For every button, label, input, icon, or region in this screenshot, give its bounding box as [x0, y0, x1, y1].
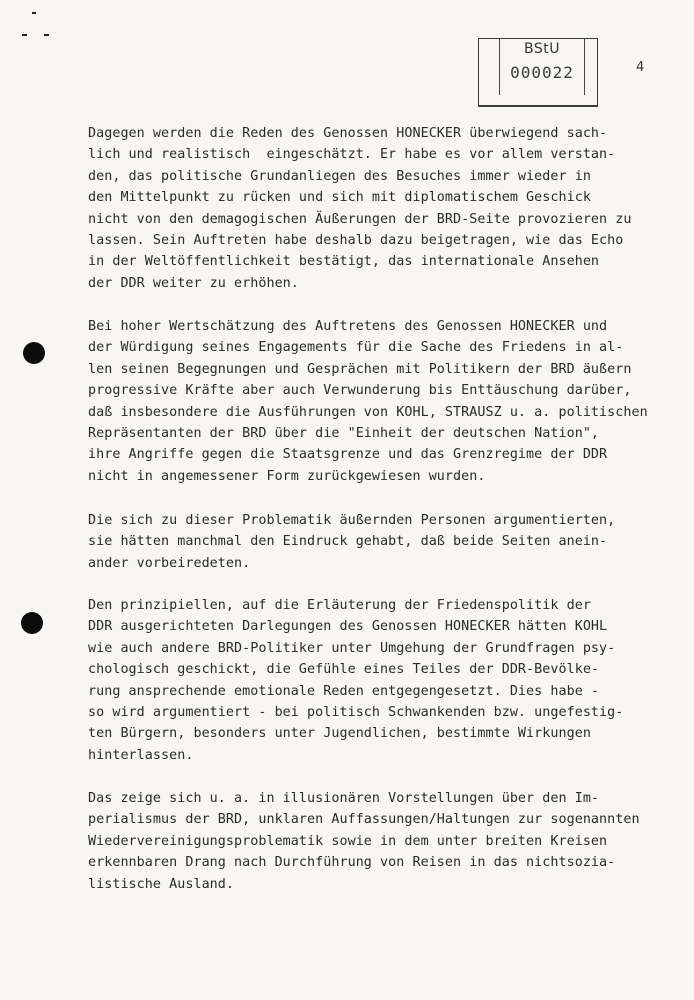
text-line: Die sich zu dieser Problematik äußernden Personen argumentierten,	[88, 513, 616, 528]
text-line: nicht von den demagogischen Äußerungen der BRD-Seite provozieren zu	[88, 211, 632, 227]
text-line: chologisch geschickt, die Gefühle eines Teiles der DDR-Bevölke-	[88, 662, 600, 678]
archive-stamp	[478, 38, 598, 107]
text-line: Den prinzipiellen, auf die Erläuterung der Friedenspolitik der	[88, 598, 591, 613]
text-line: DDR ausgerichteten Darlegungen des Genossen HONECKER hätten KOHL	[88, 619, 608, 635]
text-line: wie auch andere BRD-Politiker unter Umgehung der Grundfragen psy-	[88, 640, 616, 656]
text-line: rung ansprechende emotionale Reden entgegengesetzt. Dies habe -	[88, 683, 600, 699]
punch-hole	[23, 342, 45, 364]
text-line: nicht in angemessener Form zurückgewiesen wurden.	[88, 468, 486, 484]
text-line: progressive Kräfte aber auch Verwunderung bis Enttäuschung darüber,	[88, 383, 632, 399]
text-line: der DDR weiter zu erhöhen.	[88, 275, 299, 291]
corner-marks	[22, 12, 62, 42]
text-line: Repräsentanten der BRD über die "Einheit der deutschen Nation",	[88, 426, 600, 442]
text-line: der Würdigung seines Engagements für die Sache des Friedens in al-	[88, 340, 624, 356]
text-line: Wiedervereinigungsproblematik sowie in dem unter breiten Kreisen	[88, 833, 608, 849]
text-line: erkennbaren Drang nach Durchführung von Reisen in das nichtsozia-	[88, 855, 616, 871]
text-line: ten Bürgern, besonders unter Jugendlichen, bestimmte Wirkungen	[88, 726, 591, 742]
text-line: den Mittelpunkt zu rücken und sich mit diplomatischem Geschick	[88, 190, 591, 206]
text-line: listische Ausland.	[88, 876, 235, 892]
text-line: lassen. Sein Auftreten habe deshalb dazu beigetragen, wie das Echo	[88, 233, 624, 249]
text-line: Dagegen werden die Reden des Genossen HONECKER überwiegend sach-	[88, 126, 608, 141]
text-line: Das zeige sich u. a. in illusionären Vorstellungen über den Im-	[88, 791, 600, 806]
text-line: so wird argumentiert - bei politisch Schwankenden bzw. ungefestig-	[88, 705, 624, 721]
paragraph-3	[88, 510, 668, 574]
paragraph-4	[88, 595, 668, 766]
stamp-inner-frame	[499, 39, 585, 95]
text-line: daß insbesondere die Ausführungen von KOHL, STRAUSZ u. a. politischen	[88, 404, 648, 420]
text-line: hinterlassen.	[88, 747, 194, 763]
punch-hole	[21, 612, 43, 634]
stamp-number: 000022	[510, 63, 574, 82]
text-line: perialismus der BRD, unklaren Auffassungen/Haltungen zur sogenannten	[88, 812, 640, 828]
paragraph-5	[88, 788, 668, 895]
text-line: sie hätten manchmal den Eindruck gehabt, daß beide Seiten anein-	[88, 534, 608, 550]
text-line: in der Weltöffentlichkeit bestätigt, das internationale Ansehen	[88, 254, 600, 270]
text-line: len seinen Begegnungen und Gesprächen mit Politikern der BRD äußern	[88, 361, 632, 377]
paragraph-2	[88, 316, 668, 487]
text-line: ihre Angriffe gegen die Staatsgrenze und das Grenzregime der DDR	[88, 447, 608, 463]
text-line: lich und realistisch eingeschätzt. Er habe es vor allem verstan-	[88, 147, 616, 163]
text-line: ander vorbeiredeten.	[88, 555, 251, 571]
text-line: Bei hoher Wertschätzung des Auftretens des Genossen HONECKER und	[88, 319, 608, 334]
page-number: 4	[636, 60, 645, 75]
stamp-org: BStU	[524, 41, 560, 57]
paragraph-1	[88, 123, 668, 294]
text-line: den, das politische Grundanliegen des Besuches immer wieder in	[88, 168, 591, 184]
